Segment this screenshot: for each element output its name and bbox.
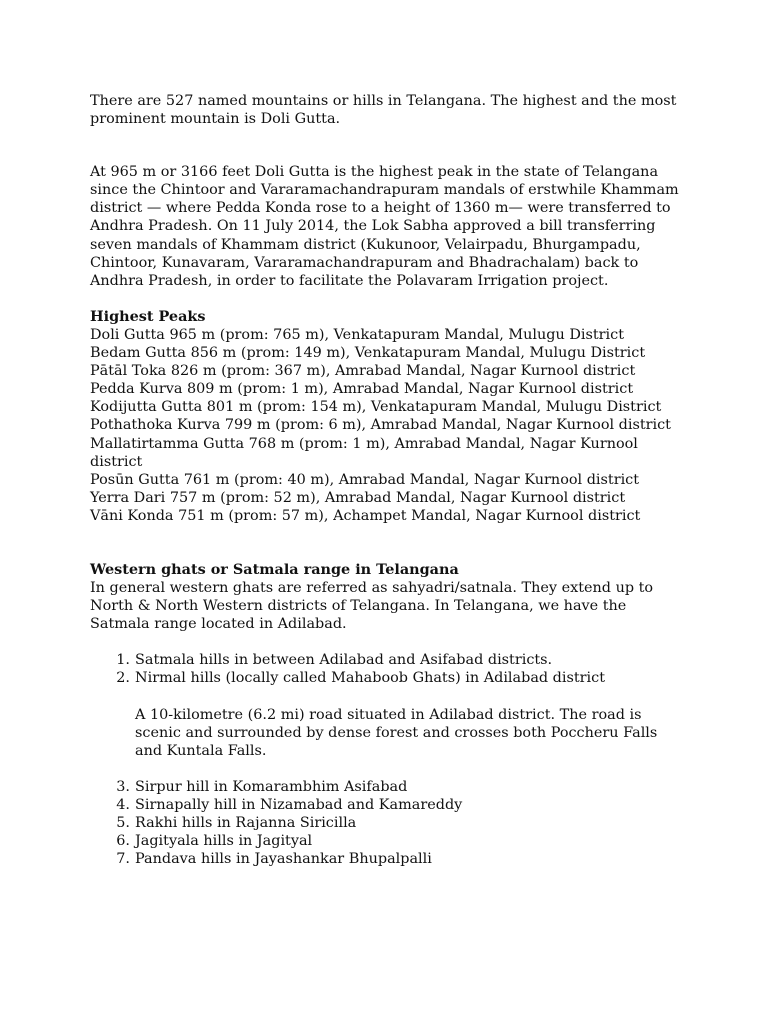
list-item-text: Rakhi hills in Rajanna Siricilla bbox=[135, 815, 357, 831]
list-number: 5. bbox=[116, 815, 130, 831]
highest-peaks-section bbox=[90, 308, 685, 525]
hills-list bbox=[90, 651, 685, 868]
list-item-text: Sirnapally hill in Nizamabad and Kamareddy bbox=[135, 796, 463, 813]
peak-line: Bedam Gutta 856 m (prom: 149 m), Venkatapuram Mandal, Mulugu District bbox=[90, 345, 646, 362]
list-number: 6. bbox=[116, 833, 130, 850]
list-number: 4. bbox=[116, 796, 130, 813]
list-item bbox=[90, 850, 685, 868]
list-number: 3. bbox=[116, 778, 130, 795]
peak-line: Pothathoka Kurva 799 m (prom: 6 m), Amrabad Mandal, Nagar Kurnool district bbox=[90, 417, 671, 434]
list-item bbox=[90, 796, 685, 814]
list-number: 7. bbox=[116, 851, 130, 868]
intro-paragraph-1: There are 527 named mountains or hills in Telangana. The highest and the most prominent mountain is Doli Gutta. bbox=[90, 93, 677, 128]
list-item bbox=[90, 778, 685, 796]
intro-paragraph-2: At 965 m or 3166 feet Doli Gutta is the highest peak in the state of Telangana since the Chintoor and Vararamachandrapuram mandals of erstwhile Khammam district — where Pedda Konda rose to a height of 1360 m— were transferred to Andhra Pradesh. On 11 July 2014, the Lok Sabha approved a bill transferring seven mandals of Khammam district (Kukunoor, Velairpadu, Bhurgampadu, Chintoor, Kunavaram, Vararamachandrapuram and Bhadrachalam) back to Andhra Pradesh, in order to facilitate the Polavaram Irrigation project. bbox=[90, 164, 679, 289]
list-number: 1. bbox=[116, 652, 130, 669]
list-item bbox=[90, 669, 685, 759]
western-ghats-heading: Western ghats or Satmala range in Telangana bbox=[90, 560, 459, 578]
western-ghats-paragraph: In general western ghats are referred as sahyadri/satnala. They extend up to North & North Western districts of Telangana. In Telangana, we have the Satmala range located in Adilabad. bbox=[90, 580, 654, 633]
list-item-text: Satmala hills in between Adilabad and Asifabad districts. bbox=[135, 652, 553, 669]
list-item bbox=[90, 832, 685, 850]
peak-line: Posūn Gutta 761 m (prom: 40 m), Amrabad Mandal, Nagar Kurnool district bbox=[90, 471, 640, 488]
peak-line: Yerra Dari 757 m (prom: 52 m), Amrabad Mandal, Nagar Kurnool district bbox=[90, 489, 626, 506]
list-item-description: A 10-kilometre (6.2 mi) road situated in Adilabad district. The road is scenic and surrounded by dense forest and crosses both Poccheru Falls and Kuntala Falls. bbox=[135, 706, 658, 759]
document-body bbox=[90, 92, 685, 868]
list-item-text: Pandava hills in Jayashankar Bhupalpalli bbox=[135, 851, 432, 868]
peak-line: Kodijutta Gutta 801 m (prom: 154 m), Venkatapuram Mandal, Mulugu District bbox=[90, 399, 662, 416]
peak-line: Mallatirtamma Gutta 768 m (prom: 1 m), Amrabad Mandal, Nagar Kurnool district bbox=[90, 435, 638, 470]
list-item-text: Nirmal hills (locally called Mahaboob Ghats) in Adilabad district bbox=[135, 670, 605, 687]
list-item bbox=[90, 814, 685, 832]
peak-line: Doli Gutta 965 m (prom: 765 m), Venkatapuram Mandal, Mulugu District bbox=[90, 326, 624, 343]
peak-line: Pātāl Toka 826 m (prom: 367 m), Amrabad Mandal, Nagar Kurnool district bbox=[90, 363, 636, 380]
list-item bbox=[90, 651, 685, 669]
list-item-text: Jagityala hills in Jagityal bbox=[135, 833, 313, 850]
peak-line: Pedda Kurva 809 m (prom: 1 m), Amrabad Mandal, Nagar Kurnool district bbox=[90, 381, 634, 398]
highest-peaks-heading: Highest Peaks bbox=[90, 307, 206, 325]
list-number: 2. bbox=[116, 670, 130, 687]
peak-line: Vāni Konda 751 m (prom: 57 m), Achampet Mandal, Nagar Kurnool district bbox=[90, 507, 641, 524]
list-item-text: Sirpur hill in Komarambhim Asifabad bbox=[135, 778, 408, 795]
western-ghats-section bbox=[90, 561, 685, 868]
